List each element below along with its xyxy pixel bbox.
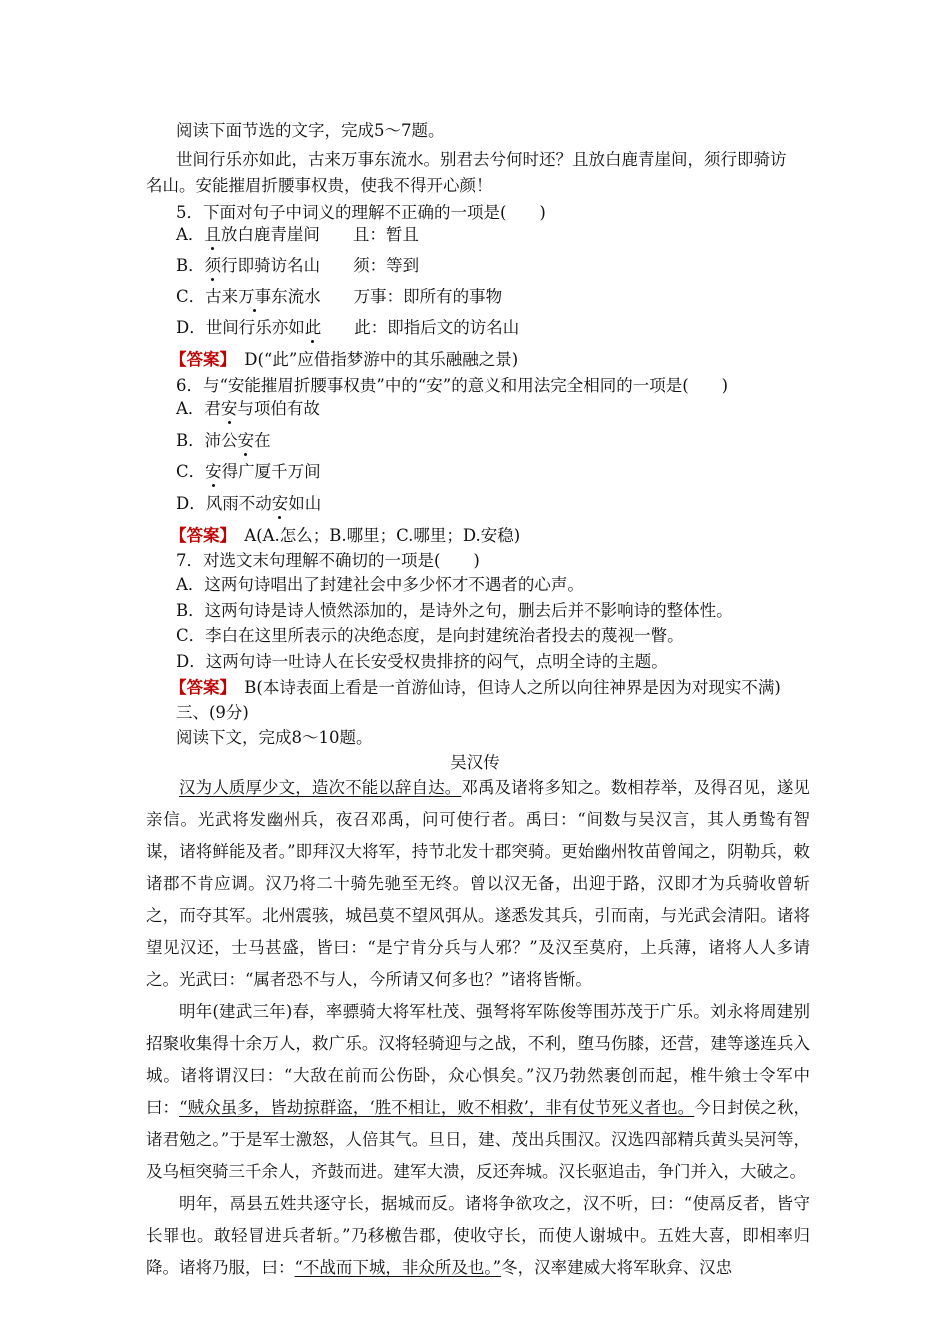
question-7-option-c: C．李白在这里所表示的决绝态度，是向封建统治者投去的蔑视一瞥。 [176,626,684,645]
question-5-answer: 【答案】 D(“此”应借指梦游中的其乐融融之景) [170,350,519,369]
question-6-option-b: B．沛公安在 [176,431,271,450]
question-5-option-b: B．须行即骑访名山 须：等到 [176,256,420,275]
question-6-option-a: A．君安与项伯有故 [176,399,320,418]
question-6-answer: 【答案】 A(A.怎么；B.哪里；C.哪里；D.安稳) [170,526,521,545]
question-5-option-d: D．世间行乐亦如此 此：即指后文的访名山 [176,318,520,337]
question-6-option-c: C．安得广厦千万间 [176,462,321,481]
passage [146,772,810,1284]
emphasis-dot: 安 [237,431,255,450]
underlined-sentence: 汉为人质厚少文，造次不能以辞自达。 [179,778,462,797]
question-5-option-c: C．古来万事东流水 万事：即所有的事物 [176,287,503,306]
question-6-option-d: D．风雨不动安如山 [176,494,322,513]
question-7-option-d: D．这两句诗一吐诗人在长安受权贵排挤的闷气，点明全诗的主题。 [176,652,668,671]
passage-paragraph-2: 明年(建武三年)春，率骠骑大将军杜茂、强弩将军陈俊等围苏茂于广乐。刘永将周建别招聚收集得十余万人，救广乐。汉将轻骑迎与之战，不利，堕马伤膝，还营，建等遂连兵入城。诸将谓汉曰：“大敌在前而公伤卧，众心惧矣。”汉乃勃然裹创而起，椎牛飨士令军中曰：“贼众虽多，皆劫掠群盗，‘胜不相让，败不相救’，非有仗节死义者也。今日封侯之秋，诸君勉之。”于是军士激怒，人倍其气。旦日，建、茂出兵围汉。汉选四部精兵黄头吴河等，及乌桓突骑三千余人，齐鼓而进。建军大溃，反还奔城。汉长驱追击，争门并入，大破之。 [146,1002,810,1181]
poem-line-1: 世间行乐亦如此，古来万事东流水。别君去兮何时还？且放白鹿青崖间，须行即骑访 [176,150,787,169]
emphasis-dot: 且 [204,225,221,244]
question-7-option-b: B．这两句诗是诗人愤然添加的，是诗外之句，删去后并不影响诗的整体性。 [176,601,733,620]
passage-title: 吴汉传 [450,753,500,772]
poem-line-2: 名山。安能摧眉折腰事权贵，使我不得开心颜！ [146,176,493,195]
question-7-option-a: A．这两句诗唱出了封建社会中多少怀才不遇者的心声。 [176,575,584,594]
passage-paragraph-3: 明年，鬲县五姓共逐守长，据城而反。诸将争欲攻之，汉不听，曰：“使鬲反者，皆守长罪也。敢轻冒进兵者斩。”乃移檄告郡，使收守长，而使人谢城中。五姓大喜，即相率归降。诸将乃服，曰：“不战而下城，非众所及也。”冬，汉率建威大将军耿弇、汉忠 [146,1194,810,1277]
section-heading: 三、(9分) [176,703,249,722]
question-5-stem: 5．下面对句子中词义的理解不正确的一项是( ) [176,203,546,222]
answer-tag: 【答案】 [170,678,228,697]
emphasis-dot: 安 [205,462,222,481]
question-7-stem: 7．对选文末句理解不确切的一项是( ) [176,551,480,570]
question-6-stem: 6．与“安能摧眉折腰事权贵”中的“安”的意义和用法完全相同的一项是( ) [176,376,729,395]
answer-tag: 【答案】 [170,526,228,545]
reading-instruction: 阅读下面节选的文字，完成5～7题。 [176,121,445,140]
question-7-answer: 【答案】 B(本诗表面上看是一首游仙诗，但诗人之所以向往神界是因为对现实不满) [170,678,781,697]
underlined-sentence: “贼众虽多，皆劫掠群盗，‘胜不相让，败不相救’，非有仗节死义者也。 [179,1098,695,1117]
question-5-option-a: A．且放白鹿青崖间 且：暂且 [176,225,419,244]
answer-tag: 【答案】 [170,350,228,369]
passage-paragraph-1: 汉为人质厚少文，造次不能以辞自达。邓禹及诸将多知之。数相荐举，及得召见，遂见亲信。光武将发幽州兵，夜召邓禹，问可使行者。禹曰：“间数与吴汉言，其人勇鸷有智谋，诸将鲜能及者。”即拜汉大将军，持节北发十郡突骑。更始幽州牧苗曾闻之，阴勒兵，敕诸郡不肯应调。汉乃将二十骑先驰至无终。曾以汉无备，出迎于路，汉即才为兵骑收曾斩之，而夺其军。北州震骇，城邑莫不望风弭从。遂悉发其兵，引而南，与光武会清阳。诸将望见汉还，士马甚盛，皆曰：“是宁肯分兵与人邪？”及汉至莫府，上兵薄，诸将人人多请之。光武曰：“属者恐不与人，今所请又何多也？”诸将皆惭。 [146,778,811,989]
emphasis-dot: 安 [271,494,289,513]
section-instruction: 阅读下文，完成8～10题。 [176,728,373,747]
underlined-sentence: “不战而下城，非众所及也。” [294,1258,502,1277]
emphasis-dot: 万事 [238,287,272,306]
emphasis-dot: 须 [204,256,222,275]
emphasis-dot: 安 [220,399,238,418]
emphasis-dot: 此 [304,318,322,337]
